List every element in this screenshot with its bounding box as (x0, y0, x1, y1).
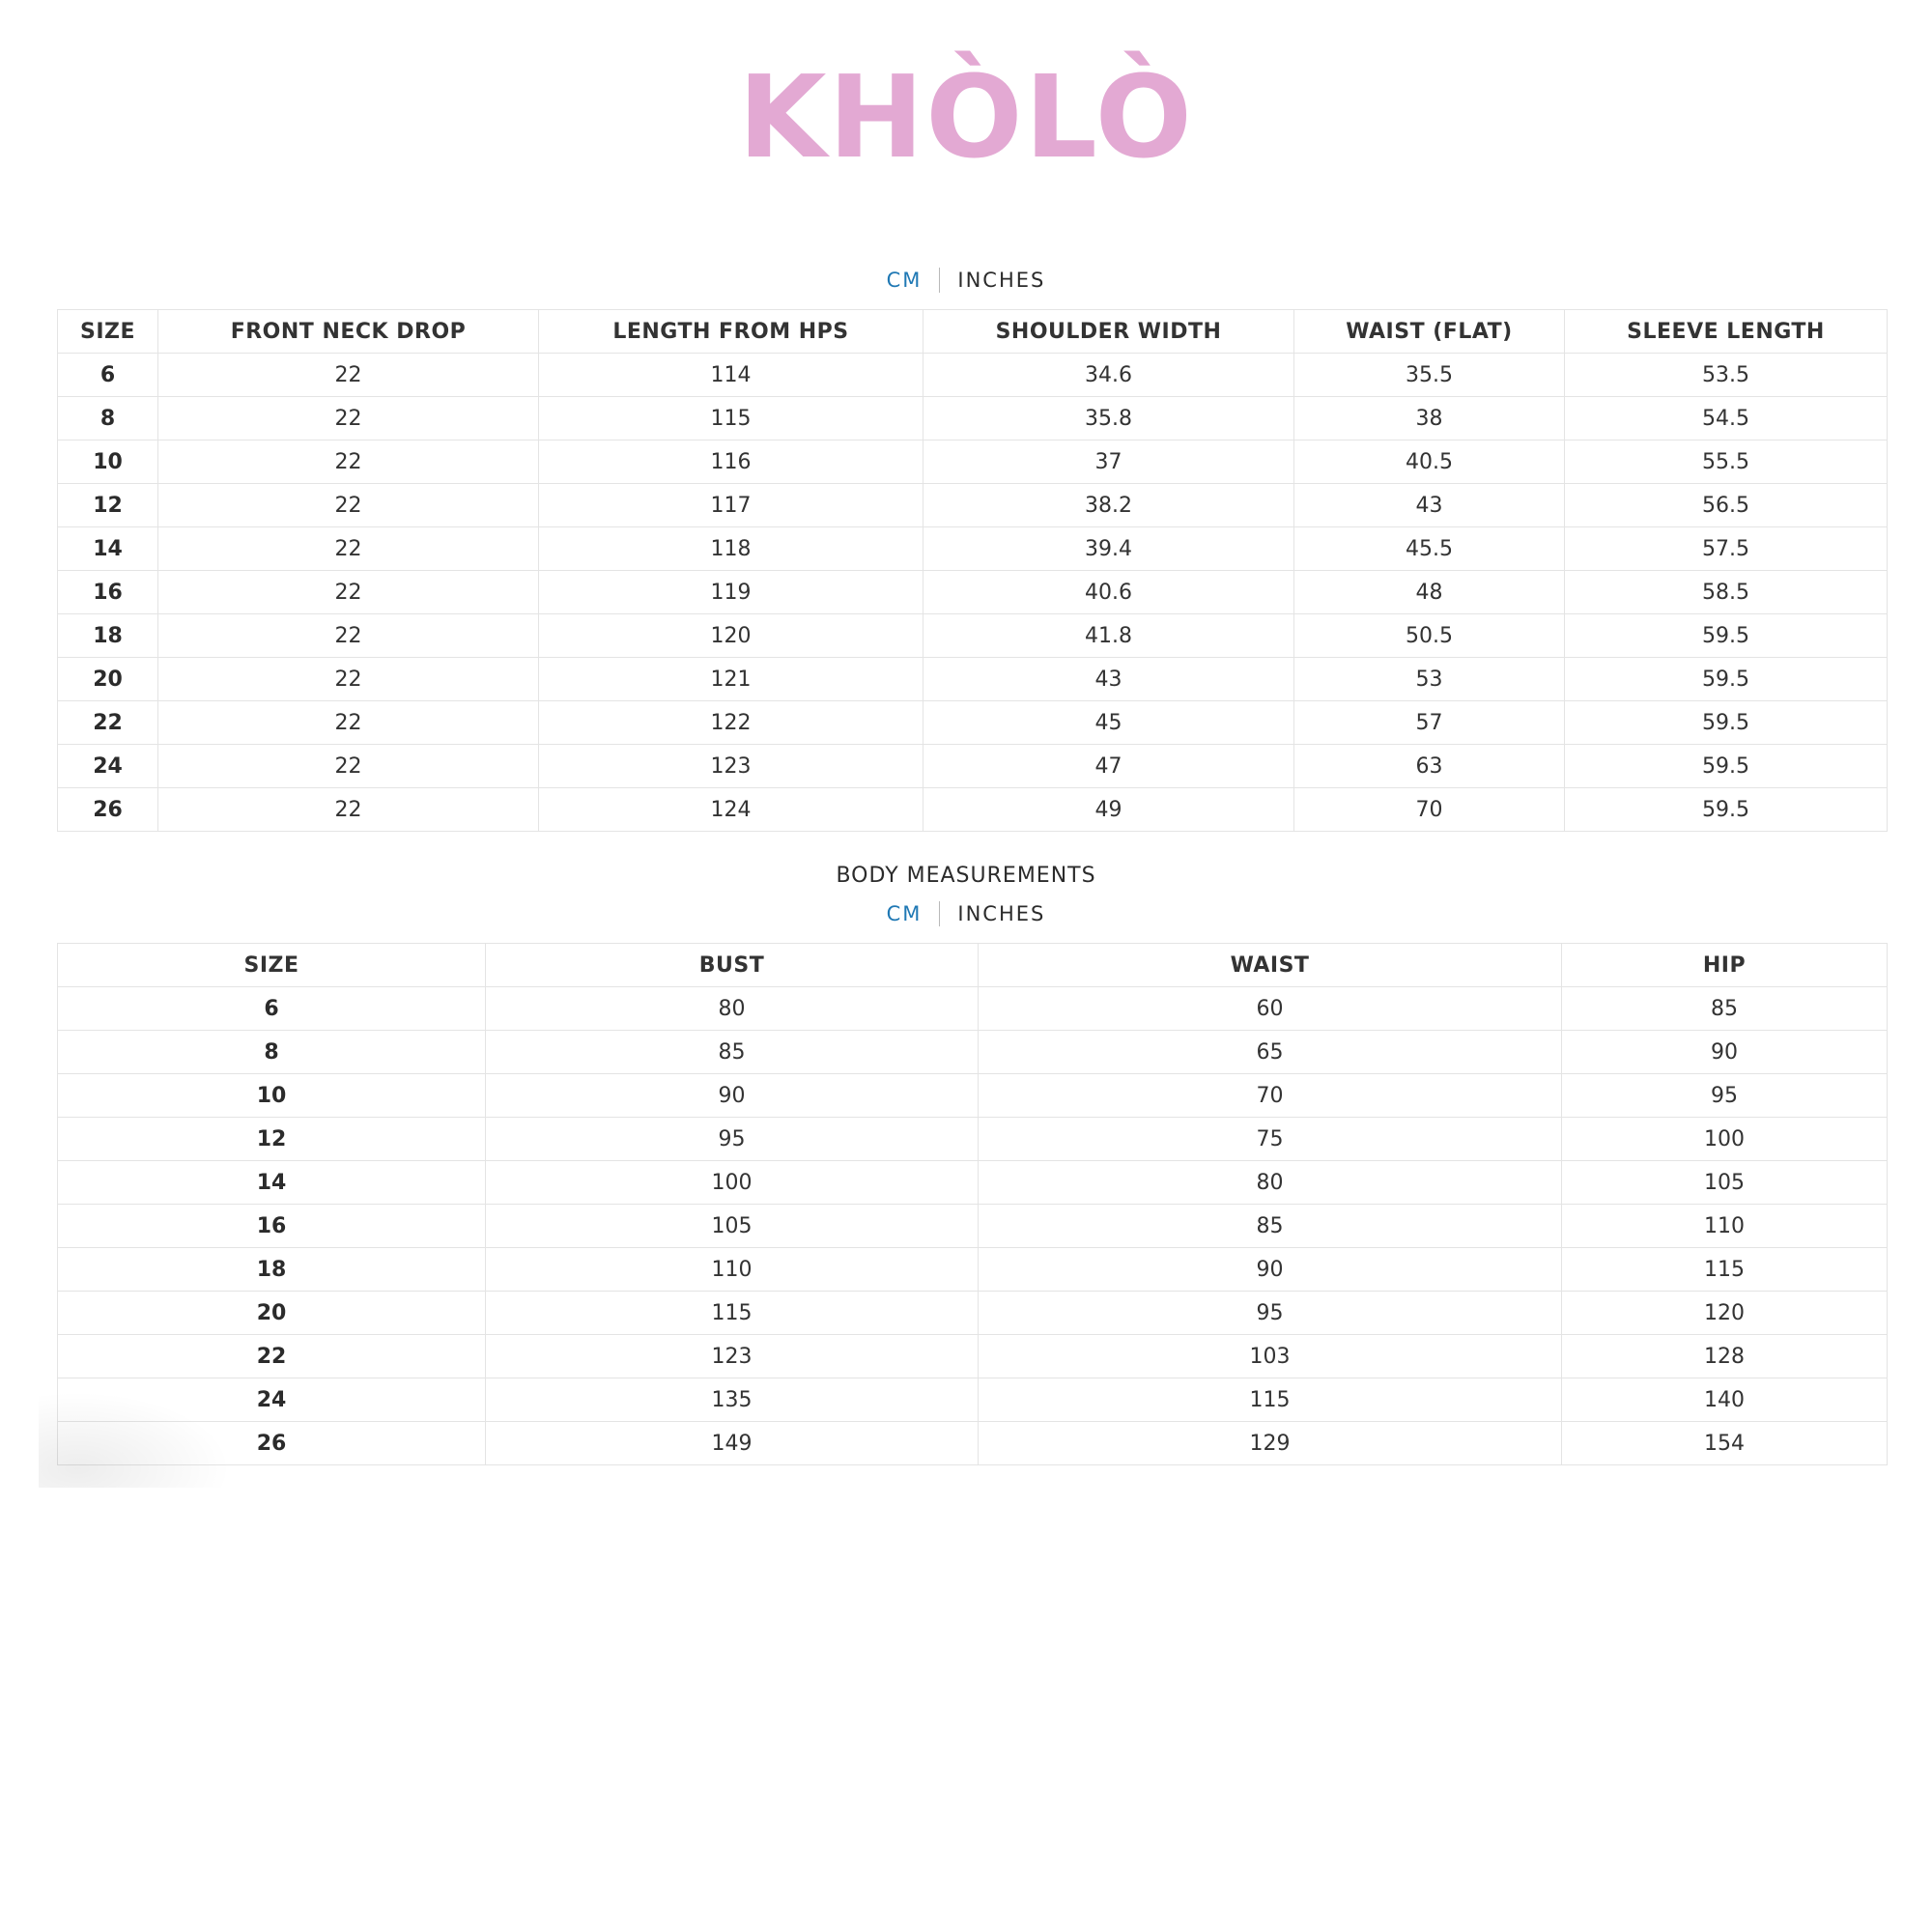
table-cell: 45.5 (1294, 527, 1565, 571)
size-cell: 10 (58, 1074, 486, 1118)
table-cell: 58.5 (1565, 571, 1888, 614)
table-row (58, 1161, 1888, 1205)
size-cell: 16 (58, 571, 158, 614)
body-measurements-table (57, 943, 1888, 1465)
table-cell: 22 (158, 571, 539, 614)
body-unit-toggle (0, 900, 1932, 926)
body-inches-toggle[interactable]: INCHES (957, 902, 1046, 925)
table-cell: 59.5 (1565, 788, 1888, 832)
table-cell: 54.5 (1565, 397, 1888, 440)
table-cell: 114 (539, 354, 923, 397)
table-row (58, 658, 1888, 701)
body-table-body (58, 987, 1888, 1465)
table-row (58, 354, 1888, 397)
table-cell: 105 (486, 1205, 979, 1248)
table-cell: 48 (1294, 571, 1565, 614)
table-row (58, 571, 1888, 614)
table-cell: 90 (486, 1074, 979, 1118)
table-cell: 85 (979, 1205, 1562, 1248)
body-header-row (58, 944, 1888, 987)
table-cell: 59.5 (1565, 701, 1888, 745)
garment-header-row (58, 310, 1888, 354)
table-cell: 110 (1562, 1205, 1888, 1248)
table-cell: 34.6 (923, 354, 1294, 397)
table-cell: 95 (1562, 1074, 1888, 1118)
size-cell: 16 (58, 1205, 486, 1248)
table-cell: 103 (979, 1335, 1562, 1378)
size-cell: 12 (58, 1118, 486, 1161)
table-cell: 59.5 (1565, 745, 1888, 788)
table-cell: 128 (1562, 1335, 1888, 1378)
table-cell: 115 (539, 397, 923, 440)
table-row (58, 745, 1888, 788)
table-cell: 90 (1562, 1031, 1888, 1074)
table-row (58, 397, 1888, 440)
table-cell: 22 (158, 354, 539, 397)
table-cell: 22 (158, 658, 539, 701)
table-cell: 100 (1562, 1118, 1888, 1161)
size-cell: 22 (58, 1335, 486, 1378)
table-cell: 22 (158, 397, 539, 440)
garment-column-header: SLEEVE LENGTH (1565, 310, 1888, 354)
table-cell: 129 (979, 1422, 1562, 1465)
table-cell: 85 (486, 1031, 979, 1074)
size-cell: 14 (58, 1161, 486, 1205)
table-cell: 22 (158, 701, 539, 745)
table-row (58, 1422, 1888, 1465)
size-cell: 18 (58, 614, 158, 658)
table-cell: 41.8 (923, 614, 1294, 658)
table-row (58, 788, 1888, 832)
table-cell: 70 (1294, 788, 1565, 832)
table-row (58, 1074, 1888, 1118)
table-cell: 43 (1294, 484, 1565, 527)
table-cell: 38.2 (923, 484, 1294, 527)
table-cell: 154 (1562, 1422, 1888, 1465)
table-cell: 122 (539, 701, 923, 745)
table-cell: 123 (486, 1335, 979, 1378)
size-cell: 14 (58, 527, 158, 571)
table-cell: 80 (979, 1161, 1562, 1205)
table-cell: 117 (539, 484, 923, 527)
size-cell: 26 (58, 788, 158, 832)
table-cell: 119 (539, 571, 923, 614)
table-cell: 100 (486, 1161, 979, 1205)
table-cell: 53.5 (1565, 354, 1888, 397)
garment-column-header: FRONT NECK DROP (158, 310, 539, 354)
body-column-header: WAIST (979, 944, 1562, 987)
table-cell: 43 (923, 658, 1294, 701)
size-cell: 18 (58, 1248, 486, 1292)
table-cell: 22 (158, 788, 539, 832)
table-cell: 95 (979, 1292, 1562, 1335)
table-cell: 57.5 (1565, 527, 1888, 571)
brand-logo: KHÒLÒ (738, 50, 1194, 184)
table-cell: 59.5 (1565, 614, 1888, 658)
table-cell: 35.5 (1294, 354, 1565, 397)
table-row (58, 1118, 1888, 1161)
table-row (58, 1248, 1888, 1292)
table-cell: 124 (539, 788, 923, 832)
body-measurements-title: BODY MEASUREMENTS (836, 864, 1096, 888)
table-cell: 115 (486, 1292, 979, 1335)
table-cell: 37 (923, 440, 1294, 484)
table-cell: 105 (1562, 1161, 1888, 1205)
table-cell: 56.5 (1565, 484, 1888, 527)
table-row (58, 1335, 1888, 1378)
garment-size-table (57, 309, 1888, 832)
table-cell: 118 (539, 527, 923, 571)
table-cell: 59.5 (1565, 658, 1888, 701)
table-cell: 120 (539, 614, 923, 658)
table-row (58, 614, 1888, 658)
garment-column-header: SHOULDER WIDTH (923, 310, 1294, 354)
table-cell: 57 (1294, 701, 1565, 745)
garment-column-header: SIZE (58, 310, 158, 354)
table-cell: 53 (1294, 658, 1565, 701)
garment-column-header: LENGTH FROM HPS (539, 310, 923, 354)
size-cell: 20 (58, 1292, 486, 1335)
garment-inches-toggle[interactable]: INCHES (957, 269, 1046, 292)
table-cell: 55.5 (1565, 440, 1888, 484)
table-row (58, 484, 1888, 527)
garment-unit-toggle (0, 267, 1932, 293)
size-cell: 24 (58, 745, 158, 788)
table-cell: 22 (158, 440, 539, 484)
table-row (58, 440, 1888, 484)
size-cell: 24 (58, 1378, 486, 1422)
size-cell: 6 (58, 987, 486, 1031)
garment-table-body (58, 354, 1888, 832)
table-cell: 149 (486, 1422, 979, 1465)
table-cell: 35.8 (923, 397, 1294, 440)
table-cell: 140 (1562, 1378, 1888, 1422)
table-cell: 110 (486, 1248, 979, 1292)
table-cell: 135 (486, 1378, 979, 1422)
size-cell: 8 (58, 1031, 486, 1074)
table-cell: 116 (539, 440, 923, 484)
table-cell: 40.5 (1294, 440, 1565, 484)
table-row (58, 1031, 1888, 1074)
table-cell: 22 (158, 484, 539, 527)
table-cell: 80 (486, 987, 979, 1031)
table-row (58, 1292, 1888, 1335)
size-cell: 12 (58, 484, 158, 527)
table-cell: 120 (1562, 1292, 1888, 1335)
table-cell: 45 (923, 701, 1294, 745)
table-cell: 50.5 (1294, 614, 1565, 658)
table-cell: 38 (1294, 397, 1565, 440)
size-cell: 8 (58, 397, 158, 440)
table-row (58, 527, 1888, 571)
table-cell: 121 (539, 658, 923, 701)
body-cm-toggle[interactable]: CM (886, 902, 923, 925)
table-row (58, 1378, 1888, 1422)
garment-column-header: WAIST (FLAT) (1294, 310, 1565, 354)
table-cell: 39.4 (923, 527, 1294, 571)
table-row (58, 987, 1888, 1031)
size-cell: 22 (58, 701, 158, 745)
body-column-header: HIP (1562, 944, 1888, 987)
body-column-header: BUST (486, 944, 979, 987)
size-cell: 20 (58, 658, 158, 701)
table-cell: 115 (1562, 1248, 1888, 1292)
table-cell: 47 (923, 745, 1294, 788)
table-cell: 115 (979, 1378, 1562, 1422)
size-cell: 26 (58, 1422, 486, 1465)
table-cell: 65 (979, 1031, 1562, 1074)
table-cell: 60 (979, 987, 1562, 1031)
table-cell: 70 (979, 1074, 1562, 1118)
table-cell: 22 (158, 745, 539, 788)
garment-cm-toggle[interactable]: CM (886, 269, 923, 292)
table-cell: 123 (539, 745, 923, 788)
table-cell: 90 (979, 1248, 1562, 1292)
table-cell: 49 (923, 788, 1294, 832)
table-cell: 40.6 (923, 571, 1294, 614)
table-row (58, 1205, 1888, 1248)
body-column-header: SIZE (58, 944, 486, 987)
table-cell: 63 (1294, 745, 1565, 788)
size-cell: 10 (58, 440, 158, 484)
size-cell: 6 (58, 354, 158, 397)
table-cell: 75 (979, 1118, 1562, 1161)
table-cell: 22 (158, 527, 539, 571)
table-cell: 85 (1562, 987, 1888, 1031)
table-cell: 22 (158, 614, 539, 658)
table-cell: 95 (486, 1118, 979, 1161)
table-row (58, 701, 1888, 745)
